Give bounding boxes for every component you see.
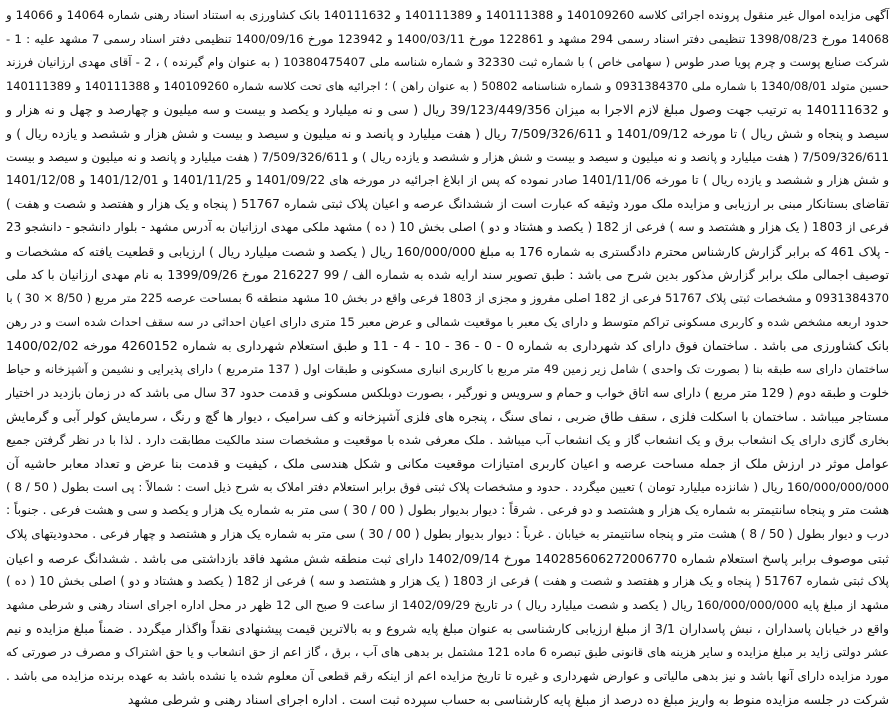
notice-line: مورد مزایده دارای آنها باشد و نیز بدهی مالیاتی و عوارض شهرداری و غیره تا تاریخ مزایده اعم از اینکه رقم قطعی آن معلوم شده یا نشده باشد به عهده برنده مزایده می باشد . xyxy=(6,668,889,683)
notice-line: مشهد از مبلغ پایه 160/000/000/000 ریال ( یکصد و شصت میلیارد ریال ) در تاریخ 1402/09/29 از ساعت 9 صبح الی 12 ظهر در محل اداره اجرای اسناد رهنی و شرطی مشهد xyxy=(6,597,890,612)
notice-line: و شش هزار و ششصد و یازده ریال ) تا مورخه 1401/11/06 صادر نموده که پس از ابلاغ اجرائیه در مورخه های 1401/09/22 و 1401/11/25 و 1401/12/01 و 1401/12/08 xyxy=(6,173,889,188)
notice-line: ثبتی موصوف برابر پاسخ استعلام شماره 140285606272006770 مورخ 1402/09/14 دارای ثبت منطقه شش مشهد فاقد بازداشتی می باشد . ششدانگ عرصه و اعیان xyxy=(6,550,889,566)
notice-line: هشت متر و پنجاه سانتیمتر به شماره یک هزار و هشتصد و دو فرعی . شرقاً : دیوار بدیوار بطول ( 00 / 30 ) سی متر به شماره یک هزار و یکصد و سی و هشت فرعی . جنوباً : xyxy=(6,503,890,518)
notice-line: 160/000/000/000 ریال ( شانزده میلیارد تومان ) تعیین میگردد . حدود و مشخصات پلاک ثبتی فوق برابر استعلام دفتر املاک به شرح ذیل است : شمالاً : پی است بطول ( 50 / 8 ) xyxy=(6,479,890,494)
notice-line: شرکت در جلسه مزایده منوط به واریز مبلغ ده درصد از مبلغ پایه کارشناسی به حساب سپرده ثبت است . اداره اجرای اسناد رهنی و شرطی مشهد xyxy=(127,692,889,708)
notice-line: حسین متولد 1340/08/01 با شماره ملی 0931384370 و شماره شناسنامه 50802 ( به عنوان راهن ) ؛ اجرائیه های تحت کلاسه شماره 140109260 و 140111388 و 140111389 xyxy=(6,78,889,93)
notice-line: تقاضای بستانکار مبنی بر ارزیابی و مزایده ملک مورد وثیقه که عبارت است از ششدانگ عرصه و اعیان پلاک ثبتی شماره 51767 ( پنجاه و یک هزار و هفتصد و شصت و هفت ) xyxy=(6,196,889,211)
notice-line: حدود اربعه مشخص شده و کاربری مسکونی تراکم متوسط و دارای یک معبر با موقعیت شمالی و عرض معبر 15 متری دارای اعیان احداثی در سه سقف احداث شده است و در رهن xyxy=(6,314,889,329)
notice-line: آگهی مزایده اموال غیر منقول پرونده اجرائی کلاسه 140109260 و 140111388 و 140111389 و 140111632 بانک کشاورزی به استناد اسناد رهنی شماره 14064 و 14066 و xyxy=(6,8,889,22)
notice-line: بانک کشاورزی می باشد . ساختمان فوق دارای کد شهرداری به شماره 0 - 0 - 36 - 10 - 4 - 11 و طبق استعلام شهرداری به شماره 4260152 مورخه 1400/02/02 xyxy=(6,338,889,354)
notice-line: عوامل موثر در ارزش ملک از جمله مساحت عرصه و اعیان کاربری امتیازات موقعیت مکانی و شکل هندسی ملک ، کیفیت و قدمت بنا عرض و تعداد معابر حاشیه آن xyxy=(6,456,889,472)
notice-line: 0931384370 و مشخصات ثبتی پلاک 51767 فرعی از 182 اصلی مفروز و مجزی از 1803 فرعی واقع در بخش 10 مشهد منطقه 6 بمساحت عرصه 225 متر مربع ( 8/50 × 30 ) با xyxy=(6,291,889,306)
notice-line: خلوت و طبقه دوم ( 129 متر مربع ) دارای سه اتاق خواب و حمام و سرویس و نورگیر ، بصورت دوبلکس مسکونی و قدمت حدود 37 سال می باشد که در زمان بازدید در اختیار xyxy=(6,385,889,400)
notice-line: مستاجر میباشد . ساختمان با اسکلت فلزی ، سقف طاق ضربی ، نمای سنگ ، پنجره های فلزی آشپزخانه و کف سرامیک ، دیوار ها گچ و رنگ ، سرمایش کولر آبی و گرمایش xyxy=(6,409,889,425)
notice-line: واقع در خیابان پاسداران ، نبش پاسداران 3/1 از مبلغ ارزیابی کارشناسی به عنوان مبلغ پایه شروع و به بالاترین قیمت پیشنهادی نقداً واگذار میگردد . ضمناً مبلغ مزایده و نیم xyxy=(6,621,889,637)
notice-line: بخاری گازی دارای یک انشعاب برق و یک انشعاب گاز و یک انشعاب آب میباشد . ملک معرفی شده با موقعیت و مشخصات سند مالکیت مطابقت دارد . لذا با در نظر گرفتن جمیع xyxy=(6,432,889,447)
notice-line: پلاک ثبتی شماره 51767 ( پنجاه و یک هزار و هفتصد و شصت و هفت ) فرعی از 1803 ( یک هزار و هشتصد و سه ) فرعی از 182 ( یکصد و هشتاد و دو ) اصلی بخش 10 ( ده ) xyxy=(6,574,889,589)
notice-line: و 140111632 به ترتیب جهت وصول مبلغ لازم الاجرا به میزان 39/123/449/356 ریال ( سی و نه میلیارد و یکصد و بیست و سه میلیون و چهارصد و چهل و نه هزار و xyxy=(6,102,889,118)
notice-line: درب و دیوار بطول ( 50 / 8 ) هشت متر و پنجاه سانتیمتر به خیابان . غرباً : دیوار بدیوار بطول ( 00 / 30 ) سی متر به شماره یک هزار و هشتصد و چهار فرعی . محدودیتهای پلاک xyxy=(6,527,889,542)
notice-line: 14068 مورخ 1398/08/23 تنظیمی دفتر اسناد رسمی 294 مشهد و 122861 مورخ 1400/03/11 و 123942 مورخ 1400/09/16 تنظیمی دفتر اسناد رسمی 7 مشهد علیه : 1 - xyxy=(6,31,890,46)
notice-line: عشر دولتی زاید بر مبلغ مزایده و سایر هزینه های قانونی طبق تبصره 6 ماده 121 مشتمل بر بدهی های آب ، برق ، گاز اعم از حق انشعاب و یا حق اشتراک و مصرف در صورتی که xyxy=(6,645,889,660)
notice-line: شرکت صنایع پوست و چرم پویا صدر طوس ( سهامی خاص ) با شماره ثبت 32330 و شماره شناسه ملی 10380475407 ( به عنوان وام گیرنده ) ، 2 - آقای مهدی ارزانیان فرزند xyxy=(6,55,889,70)
notice-line: - پلاک 461 که برابر گزارش کارشناس محترم دادگستری به شماره 176 به مبلغ 160/000/000 ریال ( یکصد و شصت میلیارد ریال ) ارزیابی و قطعیت یافته که مشخصات و xyxy=(6,243,889,259)
notice-line: فرعی از 1803 ( یک هزار و هشتصد و سه ) فرعی از 182 ( یکصد و هشتاد و دو ) اصلی بخش 10 ( ده ) مشهد ملکی مهدی ارزانیان به آدرس مشهد - بلوار دانشجو - دانشجو 23 xyxy=(6,220,889,235)
notice-line: توصیف اجمالی ملک برابر گزارش مذکور بدین شرح می باشد : طبق تصویر سند ارایه شده به شماره الف / 99 216227 مورخ 1399/09/26 به نام مهدی ارزانیان با کد ملی xyxy=(6,267,889,282)
notice-line: 7/509/326/611 ( هفت میلیارد و پانصد و نه میلیون و سیصد و بیست و شش هزار و ششصد و یازده ریال ) و 7/509/326/611 ( هفت میلیارد و پانصد و نه میلیون و سیصد و بیست xyxy=(6,149,889,164)
notice-line: ساختمان دارای سه طبقه بنا ( بصورت تک واحدی ) شامل زیر زمین 49 متر مربع با کاربری انباری مسکونی و طبقات اول ( 137 مترمربع ) دارای پذیرایی و نشیمن و آشپزخانه و حیاط xyxy=(6,361,889,376)
notice-line: سیصد و پنجاه و شش ریال ) تا مورخه 1401/09/12 و 7/509/326/611 ریال ( هفت میلیارد و پانصد و نه میلیون و سیصد و بیست و شش هزار و ششصد و یازده ریال ) و xyxy=(6,125,889,141)
